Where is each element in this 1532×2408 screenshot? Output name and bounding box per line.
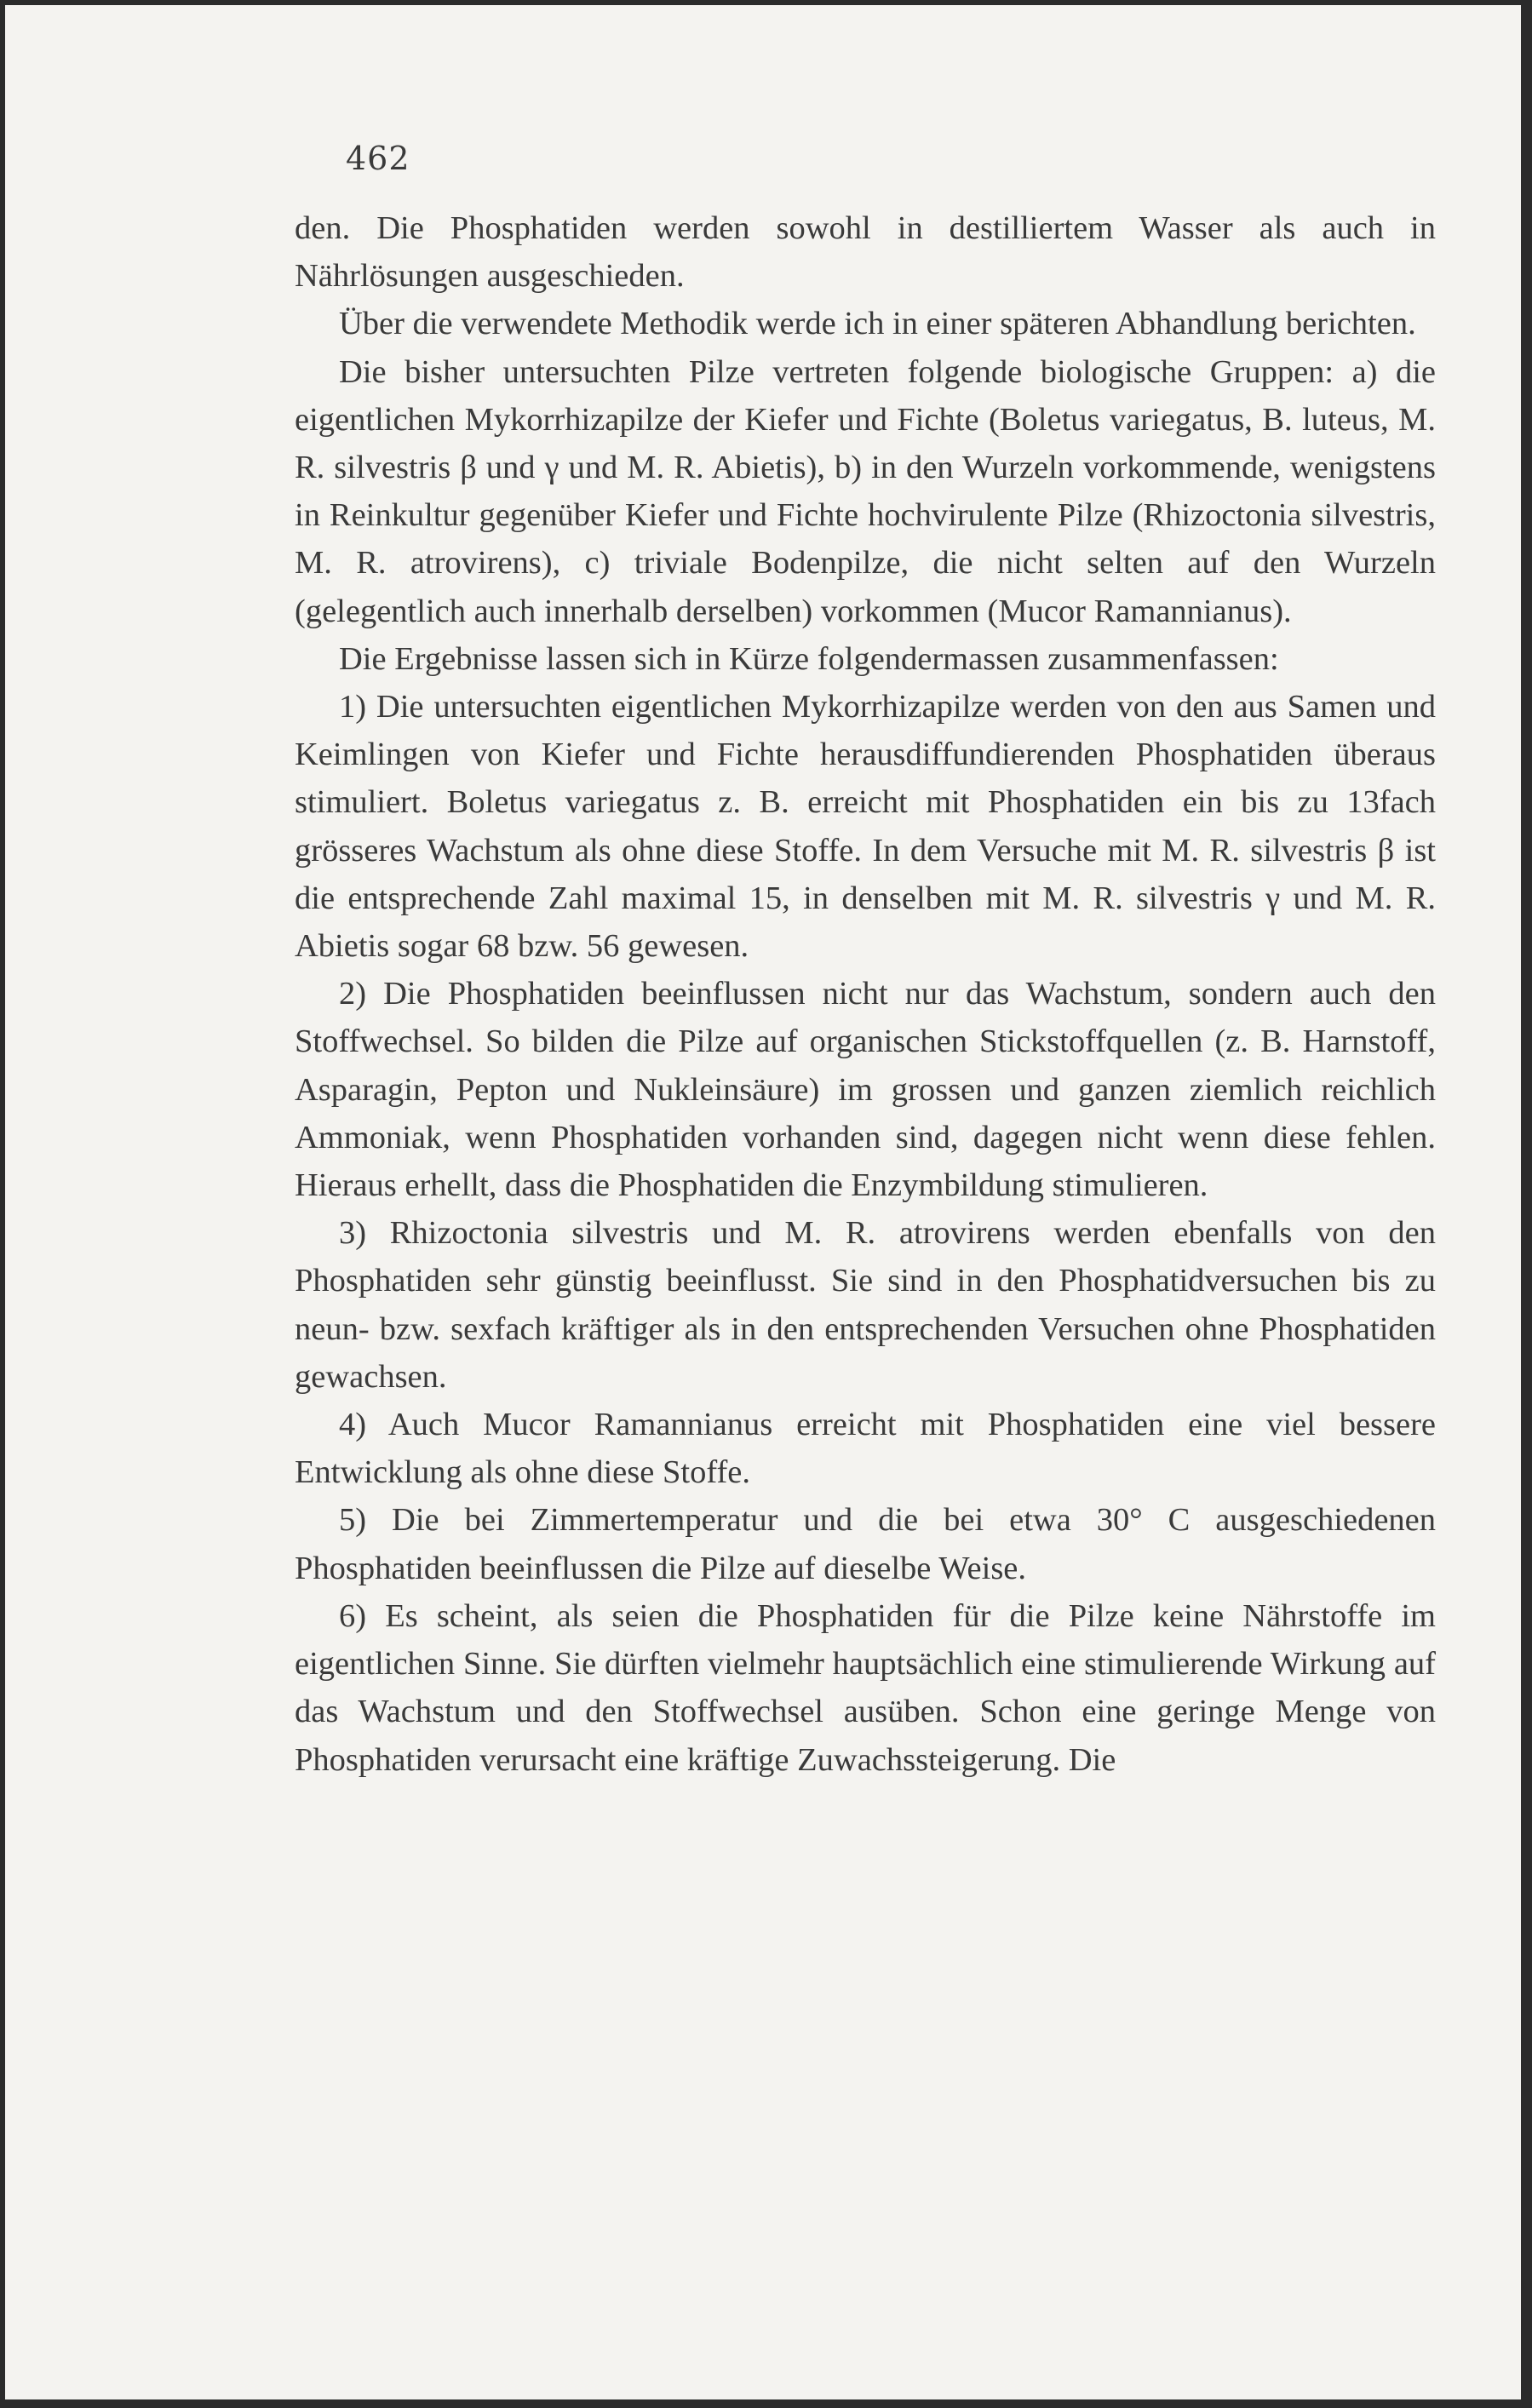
result-item-2: 2) Die Phosphatiden beeinflussen nicht nur das Wachstum, sondern auch den Stoffwechsel. So bilden die Pilze auf organischen Stickstoffquellen (z. B. Harnstoff, Asparagin, Pepton und Nukleinsäure) im grossen und ganzen ziemlich reichlich Ammoniak, wenn Phosphatiden vorhanden sind, dagegen nicht wenn diese fehlen. Hieraus erhellt, dass die Phosphatiden die Enzymbildung stimulieren. [295,976,1436,1204]
paragraph-groups: Die bisher untersuchten Pilze vertreten folgende biologische Gruppen: a) die eigentlichen Mykorrhizapilze der Kiefer und Fichte (Boletus variegatus, B. luteus, M. R. silvestris β und γ und M. R. Abietis), b) in den Wurzeln vorkommende, wenigstens in Reinkultur gegenüber Kiefer und Fichte hochvirulente Pilze (Rhizoctonia silvestris, M. R. atrovirens), c) triviale Bodenpilze, die nicht selten auf den Wurzeln (gelegentlich auch innerhalb derselben) vorkommen (Mucor Ramannianus). [295,353,1436,629]
paragraph-continuation: den. Die Phosphatiden werden sowohl in destilliertem Wasser als auch in Nährlösungen ausgeschieden. [295,210,1436,295]
result-item-6: 6) Es scheint, als seien die Phosphatiden für die Pilze keine Nährstoffe im eigentlichen Sinne. Sie dürften vielmehr hauptsächlich eine stimulierende Wirkung auf das Wachstum und den Stoffwechsel ausüben. Schon eine geringe Menge von Phosphatiden verursacht eine kräftige Zuwachssteigerung. Die [295,1597,1436,1778]
paragraph-methodik: Über die verwendete Methodik werde ich in einer späteren Abhandlung berichten. [339,306,1416,342]
paragraph-summary-intro: Die Ergebnisse lassen sich in Kürze folgendermassen zusammenfassen: [339,640,1279,677]
result-item-1: 1) Die untersuchten eigentlichen Mykorrhizapilze werden von den aus Samen und Keimlingen von Kiefer und Fichte herausdiffundierenden Phosphatiden überaus stimuliert. Boletus variegatus z. B. erreicht mit Phosphatiden ein bis zu 13fach grösseres Wachstum als ohne diese Stoffe. In dem Versuche mit M. R. silvestris β ist die entsprechende Zahl maximal 15, in denselben mit M. R. silvestris γ und M. R. Abietis sogar 68 bzw. 56 gewesen. [295,689,1436,965]
result-item-3: 3) Rhizoctonia silvestris und M. R. atrovirens werden ebenfalls von den Phosphatiden sehr günstig beeinflusst. Sie sind in den Phosphatidversuchen bis zu neun- bzw. sexfach kräftiger als in den entsprechenden Versuchen ohne Phosphatiden gewachsen. [295,1215,1436,1395]
result-item-4: 4) Auch Mucor Ramannianus erreicht mit Phosphatiden eine viel bessere Entwicklung als ohne diese Stoffe. [295,1407,1436,1491]
page-number: 462 [346,140,410,177]
page [5,5,1521,2399]
result-item-5: 5) Die bei Zimmertemperatur und die bei etwa 30° C ausgeschiedenen Phosphatiden beeinflussen die Pilze auf dieselbe Weise. [295,1502,1436,1586]
body-text [295,204,1436,1784]
